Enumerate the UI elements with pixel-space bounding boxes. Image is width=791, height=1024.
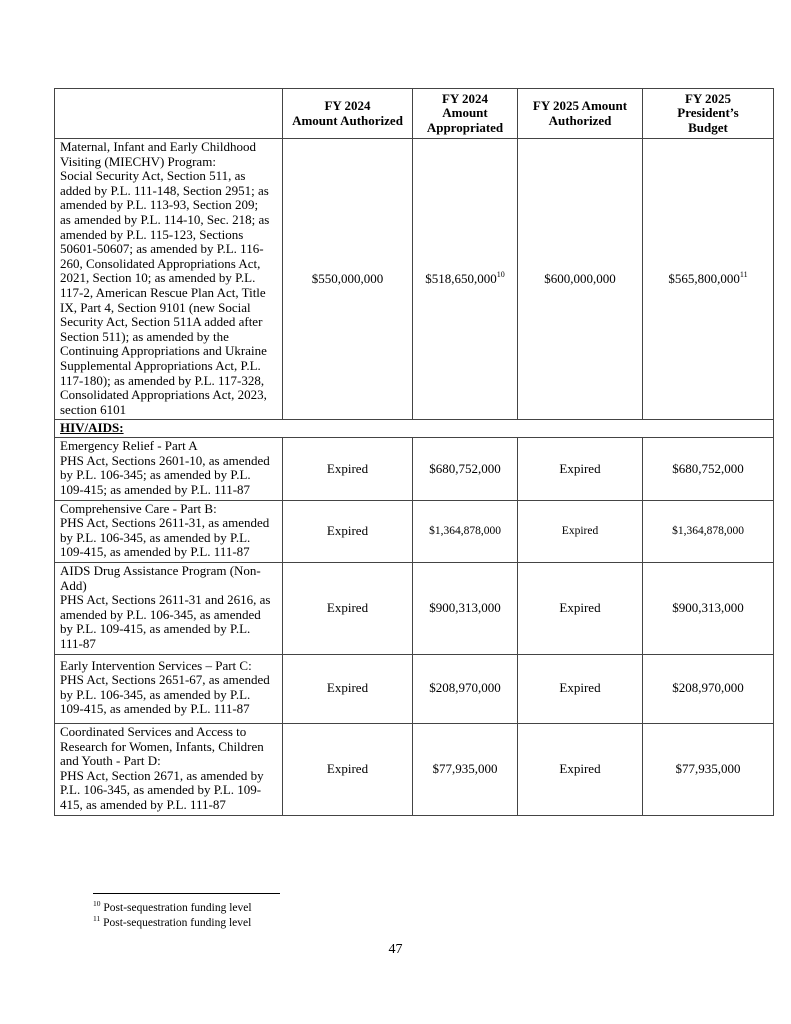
table-row [55, 563, 774, 655]
fy2024-authorized: $550,000,000 [283, 139, 413, 420]
fy2025-budget: $77,935,000 [643, 723, 774, 815]
fy2025-budget: $1,364,878,000 [643, 500, 774, 562]
fy2025-budget [643, 139, 774, 420]
fy2024-appropriated: $77,935,000 [413, 723, 518, 815]
footnote-ref: 10 [496, 269, 505, 279]
fy2024-authorized: Expired [283, 563, 413, 655]
header-fy2025-authorized: FY 2025 Amount Authorized [518, 89, 643, 139]
footnote-number: 10 [93, 899, 101, 908]
fy2025-budget: $208,970,000 [643, 654, 774, 723]
fy2025-authorized: Expired [518, 438, 643, 500]
fy2024-appropriated: $208,970,000 [413, 654, 518, 723]
program-description: AIDS Drug Assistance Program (Non- Add) PHS Act, Sections 2611-31 and 2616, as amended by P.L. 106-345, as amended by P.L. 109-415, as amended by P.L. 111-87 [55, 563, 283, 655]
program-description: Early Intervention Services – Part C: PHS Act, Sections 2651-67, as amended by P.L. 106-345, as amended by P.L. 109-415, as amended by P.L. 111-87 [55, 654, 283, 723]
program-description: Comprehensive Care - Part B: PHS Act, Sections 2611-31, as amended by P.L. 106-345, as amended by P.L. 109-415, as amended by P.L. 111-87 [55, 500, 283, 562]
fy2024-authorized: Expired [283, 438, 413, 500]
table-row [55, 723, 774, 815]
fy2024-authorized: Expired [283, 654, 413, 723]
fy2024-authorized: Expired [283, 723, 413, 815]
table-row [55, 654, 774, 723]
fy2025-authorized: $600,000,000 [518, 139, 643, 420]
section-row-hiv-aids [55, 420, 774, 438]
header-fy2025-budget: FY 2025 President’s Budget [643, 89, 774, 139]
footnote [93, 916, 252, 931]
fy2025-authorized: Expired [518, 500, 643, 562]
fy2025-authorized: Expired [518, 654, 643, 723]
page-number: 47 [388, 942, 403, 957]
footnote-ref: 11 [739, 269, 748, 279]
amount: $565,800,000 [668, 270, 740, 286]
footnote-text: Post-sequestration funding level [103, 902, 252, 914]
header-program [55, 89, 283, 139]
program-description: Coordinated Services and Access to Research for Women, Infants, Children and Youth - Part D: PHS Act, Section 2671, as amended by P.L. 106-345, as amended by P.L. 109- 415, as amended by P.L. 111-87 [55, 723, 283, 815]
section-label: HIV/AIDS: [55, 420, 774, 438]
fy2024-authorized: Expired [283, 500, 413, 562]
footnote-divider [93, 893, 280, 894]
table-row [55, 139, 774, 420]
footnote [93, 901, 252, 916]
footnotes [93, 901, 252, 931]
program-description: Emergency Relief - Part A PHS Act, Sections 2601-10, as amended by P.L. 106-345; as amended by P.L. 109-415; as amended by P.L. 111-87 [55, 438, 283, 500]
program-description: Maternal, Infant and Early Childhood Visiting (MIECHV) Program: Social Security Act, Section 511, as added by P.L. 111-148, Section 2951; as amended by P.L. 113-93, Section 209; as amended by P.L. 114-10, Sec. 218; as amended by P.L. 115-123, Sections 50601-50607; as amended by P.L. 116- 260, Consolidated Appropriations Act, 2021, Section 10; as amended by P.L. 117-2, American Rescue Plan Act, Title IX, Part 4, Section 9101 (new Social Security Act, Section 511A added after Section 511); as amended by the Continuing Appropriations and Ukraine Supplemental Appropriations Act, P.L. 117-180); as amended by P.L. 117-328, Consolidated Appropriations Act, 2023, section 6101 [55, 139, 283, 420]
fy2025-authorized: Expired [518, 563, 643, 655]
amount: $518,650,000 [425, 270, 497, 286]
header-fy2024-authorized: FY 2024 Amount Authorized [283, 89, 413, 139]
fy2024-appropriated: $900,313,000 [413, 563, 518, 655]
fy2025-budget: $900,313,000 [643, 563, 774, 655]
table-row [55, 500, 774, 562]
table-row [55, 438, 774, 500]
fy2024-appropriated: $1,364,878,000 [413, 500, 518, 562]
header-fy2024-appropriated: FY 2024 Amount Appropriated [413, 89, 518, 139]
footnote-text: Post-sequestration funding level [103, 917, 252, 929]
table-header-row [55, 89, 774, 139]
fy2025-authorized: Expired [518, 723, 643, 815]
fy2024-appropriated [413, 139, 518, 420]
fy2024-appropriated: $680,752,000 [413, 438, 518, 500]
fy2025-budget: $680,752,000 [643, 438, 774, 500]
authorization-table [54, 88, 774, 816]
footnote-number: 11 [93, 914, 101, 923]
